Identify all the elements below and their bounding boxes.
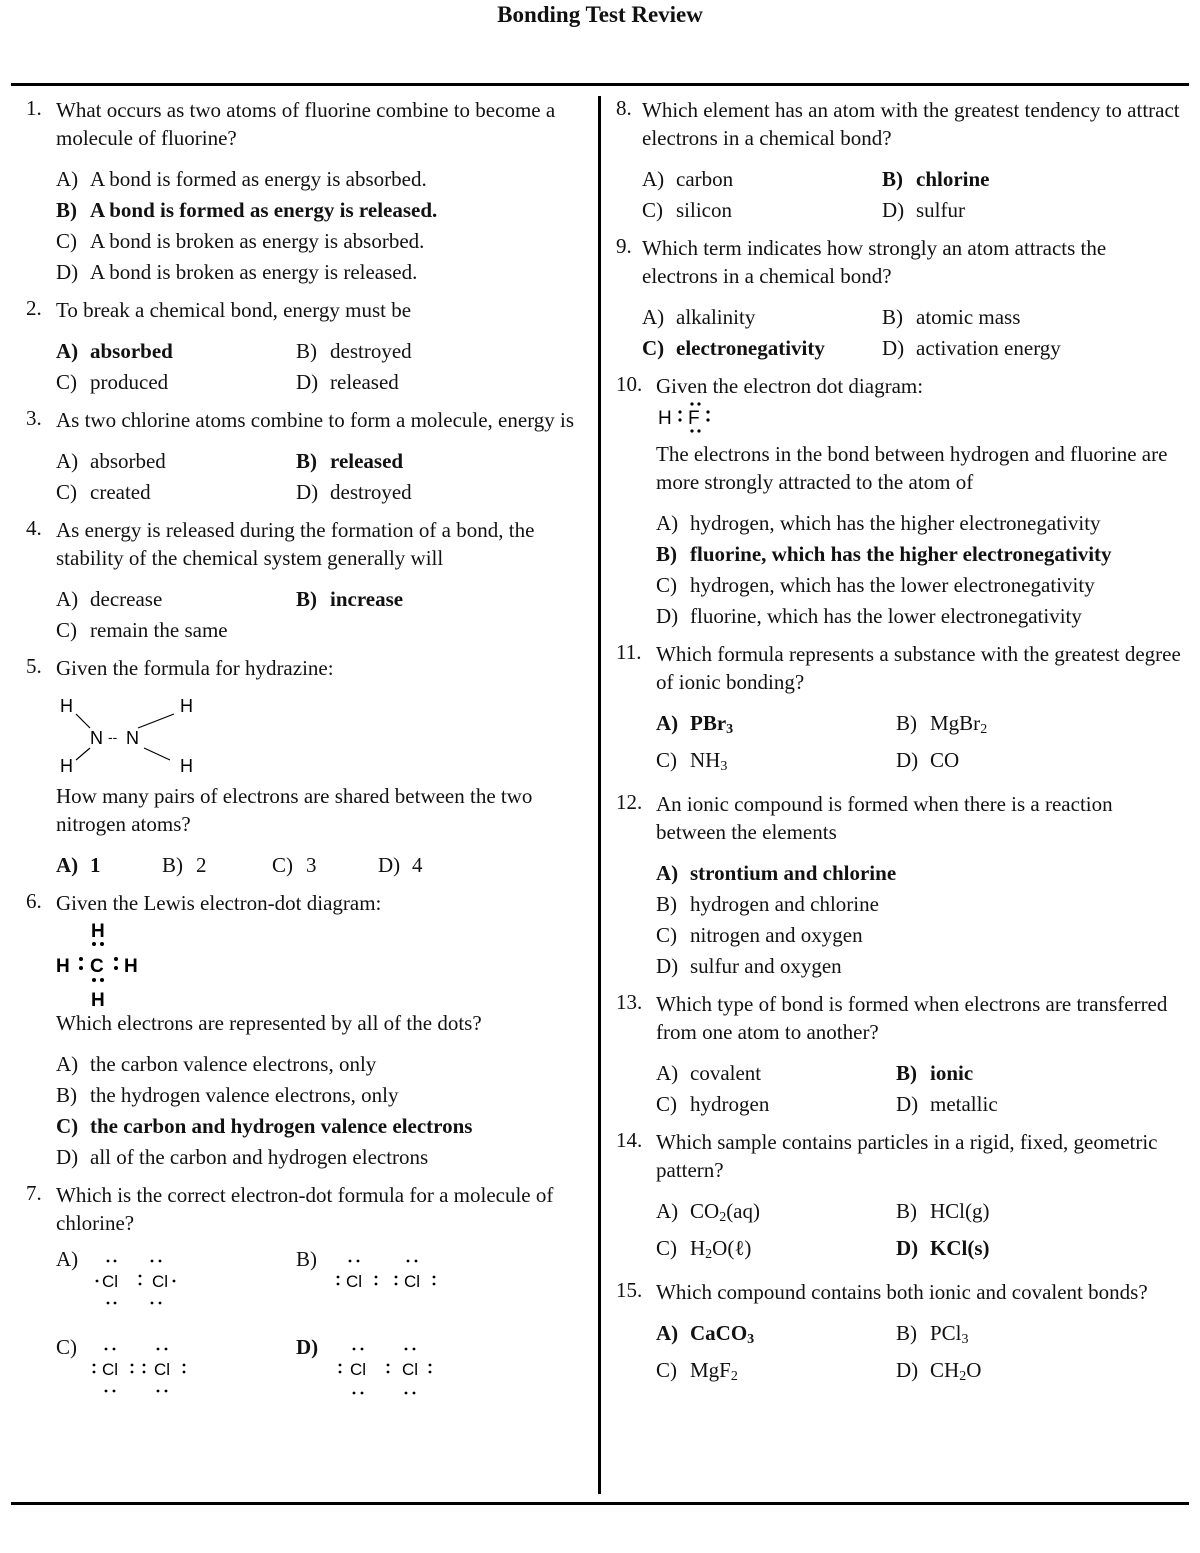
option-d: D) metallic [896, 1092, 998, 1116]
question-stem: An ionic compound is formed when there is a reaction between the elements [656, 792, 1113, 844]
bottom-rule [11, 1502, 1189, 1505]
left-column [26, 96, 596, 1423]
option-c: C) hydrogen [656, 1092, 770, 1116]
option-a: A) $CO_2(aq)$ [656, 1199, 760, 1225]
answer-options [656, 708, 1186, 782]
answer-options [56, 1049, 596, 1173]
option-d: D) sulfur and oxygen [656, 954, 842, 978]
methane-lewis-diagram [56, 917, 166, 1007]
option-a: A) decrease [56, 587, 163, 611]
option-c: C) MgF$_2$ [656, 1358, 738, 1384]
svg-text:H: H [124, 956, 138, 977]
option-d: D) all of the carbon and hydrogen electrons [56, 1145, 429, 1169]
answer-options [56, 1247, 596, 1415]
question-stem: Which element has an atom with the greatest tendency to attract electrons in a chemical bond? [642, 98, 1180, 150]
question-number: 14. [616, 1128, 643, 1152]
svg-text:H: H [60, 696, 73, 716]
page-title: Bonding Test Review [497, 2, 703, 27]
svg-text:C: C [90, 956, 104, 977]
svg-text:H: H [180, 696, 193, 716]
option-a: A) strontium and chlorine [656, 861, 897, 885]
question-2 [26, 296, 596, 398]
question-stem: Which compound contains both ionic and covalent bonds? [656, 1280, 1148, 1304]
option-d: D) fluorine, which has the lower electronegativity [656, 604, 1082, 628]
answer-options [642, 302, 1186, 364]
option-b: B) PCl$_3$ [896, 1321, 969, 1347]
cl2-diagram-a [90, 1247, 210, 1317]
question-number: 10. [616, 372, 643, 396]
option-c: C) electronegativity [642, 336, 825, 360]
svg-text:H: H [658, 408, 672, 429]
question-number: 11. [616, 640, 642, 664]
question-stem: Given the electron dot diagram: [656, 374, 924, 398]
svg-text:N: N [126, 728, 139, 748]
option-b: B) chlorine [882, 167, 990, 191]
svg-text:Cl: Cl [404, 1272, 421, 1291]
answer-options [642, 164, 1186, 226]
question-stem-2: Which electrons are represented by all of the dots? [56, 1011, 482, 1035]
question-stem: Given the formula for hydrazine: [56, 656, 334, 680]
answer-options [56, 850, 596, 881]
question-number: 3. [26, 406, 42, 430]
option-b: B) atomic mass [882, 305, 1021, 329]
answer-options [56, 584, 596, 646]
option-b: B) the hydrogen valence electrons, only [56, 1083, 399, 1107]
top-rule [11, 83, 1189, 86]
option-b: B) hydrogen and chlorine [656, 892, 879, 916]
question-number: 15. [616, 1278, 643, 1302]
option-d: D) released [296, 370, 399, 394]
option-a: A) CaCO$_3$ [656, 1321, 755, 1347]
question-12 [616, 790, 1186, 982]
svg-text:F: F [688, 408, 700, 429]
option-c: C) $NH_3$ [656, 748, 728, 774]
question-stem: To break a chemical bond, energy must be [56, 298, 412, 322]
svg-text:H: H [91, 921, 105, 942]
option-a: A) 1 [56, 853, 101, 877]
question-number: 8. [616, 96, 632, 120]
option-c: C) silicon [642, 198, 732, 222]
option-d: D) CO [896, 748, 960, 772]
option-c: C) 3 [272, 853, 317, 877]
option-d: D) Cl Cl [296, 1335, 496, 1405]
option-d: D) sulfur [882, 198, 965, 222]
option-c: C) hydrogen, which has the lower electronegativity [656, 573, 1095, 597]
question-stem: Which formula represents a substance with the greatest degree of ionic bonding? [656, 642, 1181, 694]
question-10 [616, 372, 1186, 632]
answer-options [656, 1318, 1186, 1392]
svg-text:N: N [90, 728, 103, 748]
question-4 [26, 516, 596, 646]
option-c: C) Cl Cl [56, 1335, 256, 1405]
option-b: B) fluorine, which has the higher electronegativity [656, 542, 1112, 566]
question-stem: As energy is released during the formation of a bond, the stability of the chemical system generally will [56, 518, 535, 570]
option-a: A) absorbed [56, 339, 173, 363]
answer-options [56, 164, 596, 288]
option-a: A) alkalinity [642, 305, 756, 329]
option-d: D) A bond is broken as energy is released. [56, 260, 418, 284]
svg-text:Cl: Cl [346, 1272, 363, 1291]
question-13 [616, 990, 1186, 1120]
svg-text:Cl: Cl [402, 1360, 419, 1379]
option-a: A) the carbon valence electrons, only [56, 1052, 377, 1076]
question-stem: Which term indicates how strongly an atom attracts the electrons in a chemical bond? [642, 236, 1107, 288]
option-d: D) KCl(s) [896, 1236, 990, 1260]
svg-text:Cl: Cl [350, 1360, 367, 1379]
question-6 [26, 889, 596, 1173]
column-divider [598, 96, 601, 1494]
option-c: C) $H_2O(\ell)$ [656, 1236, 752, 1262]
right-column [616, 96, 1186, 1400]
option-b: B) increase [296, 587, 404, 611]
option-d: D) $CH_2O$ [896, 1358, 982, 1384]
answer-options [656, 1058, 1186, 1120]
option-a: A) hydrogen, which has the higher electronegativity [656, 511, 1101, 535]
option-c: C) nitrogen and oxygen [656, 923, 863, 947]
question-stem-2: The electrons in the bond between hydrogen and fluorine are more strongly attracted to the atom of [656, 442, 1168, 494]
hf-dot-diagram [656, 400, 726, 434]
option-c: C) produced [56, 370, 169, 394]
option-b: B) Cl Cl [296, 1247, 496, 1317]
hydrazine-diagram [56, 682, 216, 774]
svg-text:H: H [180, 756, 193, 774]
option-a: A) PBr$_3$ [656, 711, 734, 737]
question-14 [616, 1128, 1186, 1270]
answer-options [656, 1196, 1186, 1270]
question-number: 2. [26, 296, 42, 320]
question-stem: Which type of bond is formed when electrons are transferred from one atom to another? [656, 992, 1168, 1044]
option-a: A) covalent [656, 1061, 762, 1085]
svg-text:--: -- [108, 729, 118, 745]
option-b: B) A bond is formed as energy is released. [56, 198, 438, 222]
option-c: C) created [56, 480, 151, 504]
option-a: A) Cl Cl [56, 1247, 256, 1317]
option-d: D) destroyed [296, 480, 412, 504]
question-stem: What occurs as two atoms of fluorine combine to become a molecule of fluorine? [56, 98, 556, 150]
cl2-diagram-d [330, 1335, 450, 1405]
question-15 [616, 1278, 1186, 1392]
question-9 [616, 234, 1186, 364]
answer-options [656, 858, 1186, 982]
question-number: 5. [26, 654, 42, 678]
option-b: B) 2 [162, 853, 207, 877]
option-a: A) carbon [642, 167, 734, 191]
option-d: D) 4 [378, 853, 423, 877]
question-5 [26, 654, 596, 881]
option-b: B) released [296, 449, 404, 473]
option-b: B) HCl(g) [896, 1199, 990, 1223]
answer-options [56, 446, 596, 508]
option-a: A) A bond is formed as energy is absorbed. [56, 167, 427, 191]
svg-text:H: H [56, 956, 70, 977]
question-stem: Given the Lewis electron-dot diagram: [56, 891, 382, 915]
question-11 [616, 640, 1186, 782]
option-b: B) destroyed [296, 339, 412, 363]
question-number: 13. [616, 990, 643, 1014]
question-number: 9. [616, 234, 632, 258]
question-stem: As two chlorine atoms combine to form a molecule, energy is [56, 408, 575, 432]
option-b: B) MgBr$_2$ [896, 711, 988, 737]
option-c: C) A bond is broken as energy is absorbed. [56, 229, 425, 253]
question-number: 12. [616, 790, 643, 814]
question-7 [26, 1181, 596, 1415]
cl2-diagram-c [90, 1335, 210, 1405]
answer-options [56, 336, 596, 398]
svg-text:Cl: Cl [154, 1360, 171, 1379]
svg-text:H: H [91, 990, 105, 1007]
option-b: B) ionic [896, 1061, 974, 1085]
question-number: 1. [26, 96, 42, 120]
question-number: 7. [26, 1181, 42, 1205]
svg-text:Cl: Cl [152, 1272, 169, 1291]
svg-text:Cl: Cl [102, 1360, 119, 1379]
question-number: 6. [26, 889, 42, 913]
svg-text:Cl: Cl [102, 1272, 119, 1291]
question-1 [26, 96, 596, 288]
question-8 [616, 96, 1186, 226]
option-c: C) remain the same [56, 618, 228, 642]
question-number: 4. [26, 516, 42, 540]
option-d: D) activation energy [882, 336, 1061, 360]
question-3 [26, 406, 596, 508]
question-stem: Which sample contains particles in a rigid, fixed, geometric pattern? [656, 1130, 1158, 1182]
question-stem: Which is the correct electron-dot formula for a molecule of chlorine? [56, 1183, 554, 1235]
cl2-diagram-b [330, 1247, 450, 1317]
answer-options [656, 508, 1186, 632]
option-c: C) the carbon and hydrogen valence electrons [56, 1114, 473, 1138]
question-stem-2: How many pairs of electrons are shared between the two nitrogen atoms? [56, 784, 533, 836]
option-a: A) absorbed [56, 449, 166, 473]
svg-text:H: H [60, 756, 73, 774]
